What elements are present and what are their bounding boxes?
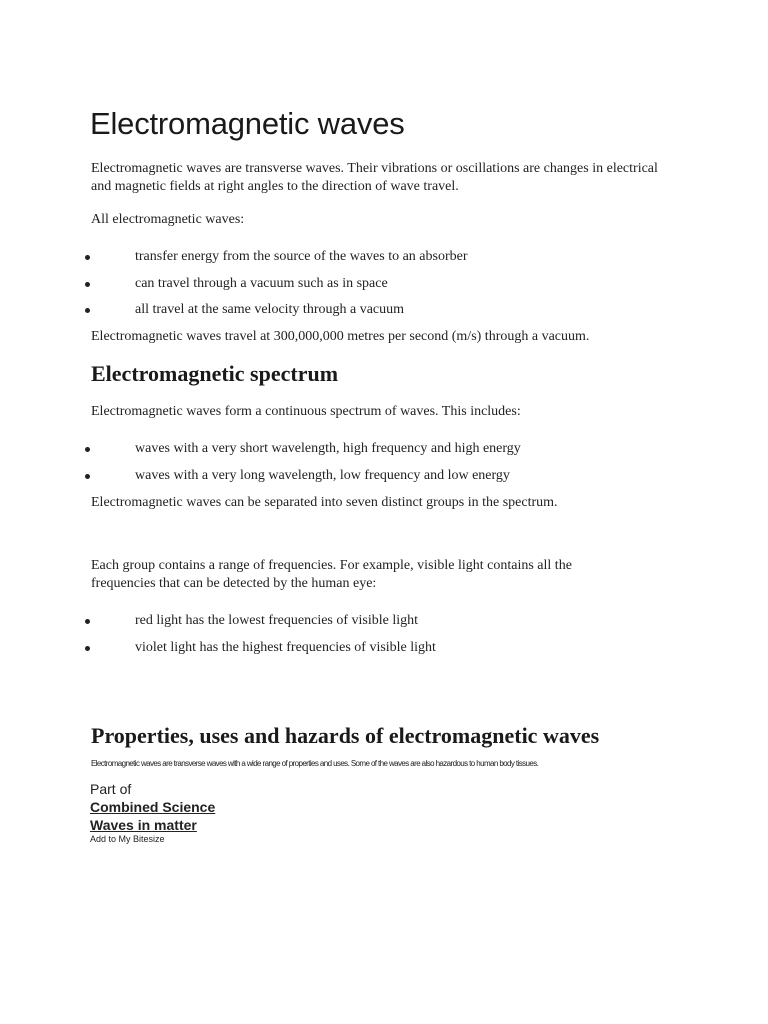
bullet-icon: [85, 646, 90, 651]
list-item: violet light has the highest frequencies of visible light: [0, 639, 700, 666]
list-item: all travel at the same velocity through a vacuum: [0, 301, 700, 328]
list-item: red light has the lowest frequencies of visible light: [0, 612, 700, 639]
list-item: waves with a very long wavelength, low frequency and low energy: [0, 467, 700, 494]
topic-link[interactable]: Waves in matter: [90, 817, 197, 833]
list-item: waves with a very short wavelength, high frequency and high energy: [0, 440, 700, 467]
bullet-icon: [85, 447, 90, 452]
add-to-bitesize-button[interactable]: Add to My Bitesize: [90, 834, 165, 844]
spectrum-list: [0, 440, 700, 493]
properties-summary: Electromagnetic waves are transverse waves with a wide range of properties and uses. Some of the waves are also hazardous to human body tissues.: [91, 759, 539, 768]
page-title: Electromagnetic waves: [90, 106, 405, 141]
all-waves-list: [0, 248, 700, 328]
list-item: transfer energy from the source of the waves to an absorber: [0, 248, 700, 275]
speed-paragraph: Electromagnetic waves travel at 300,000,000 metres per second (m/s) through a vacuum.: [91, 329, 590, 344]
spectrum-heading: Electromagnetic spectrum: [91, 361, 339, 386]
bullet-icon: [85, 255, 90, 260]
bullet-icon: [85, 619, 90, 624]
bullet-icon: [85, 282, 90, 287]
course-link[interactable]: Combined Science: [90, 799, 216, 815]
visible-light-list: [0, 612, 700, 665]
properties-heading: Properties, uses and hazards of electromagnetic waves: [91, 723, 600, 748]
groups-paragraph: Electromagnetic waves can be separated into seven distinct groups in the spectrum.: [91, 495, 558, 510]
intro-paragraph: Electromagnetic waves are transverse waves. Their vibrations or oscillations are changes in electrical and magnetic fields at right angles to the direction of wave travel.: [91, 161, 658, 194]
all-waves-label: All electromagnetic waves:: [91, 212, 245, 227]
spectrum-intro: Electromagnetic waves form a continuous spectrum of waves. This includes:: [91, 404, 521, 419]
list-item: can travel through a vacuum such as in space: [0, 275, 700, 302]
bullet-icon: [85, 308, 90, 313]
bullet-icon: [85, 474, 90, 479]
part-of-label: Part of: [90, 781, 132, 797]
range-paragraph: Each group contains a range of frequencies. For example, visible light contains all the frequencies that can be detected by the human eye:: [91, 558, 572, 591]
